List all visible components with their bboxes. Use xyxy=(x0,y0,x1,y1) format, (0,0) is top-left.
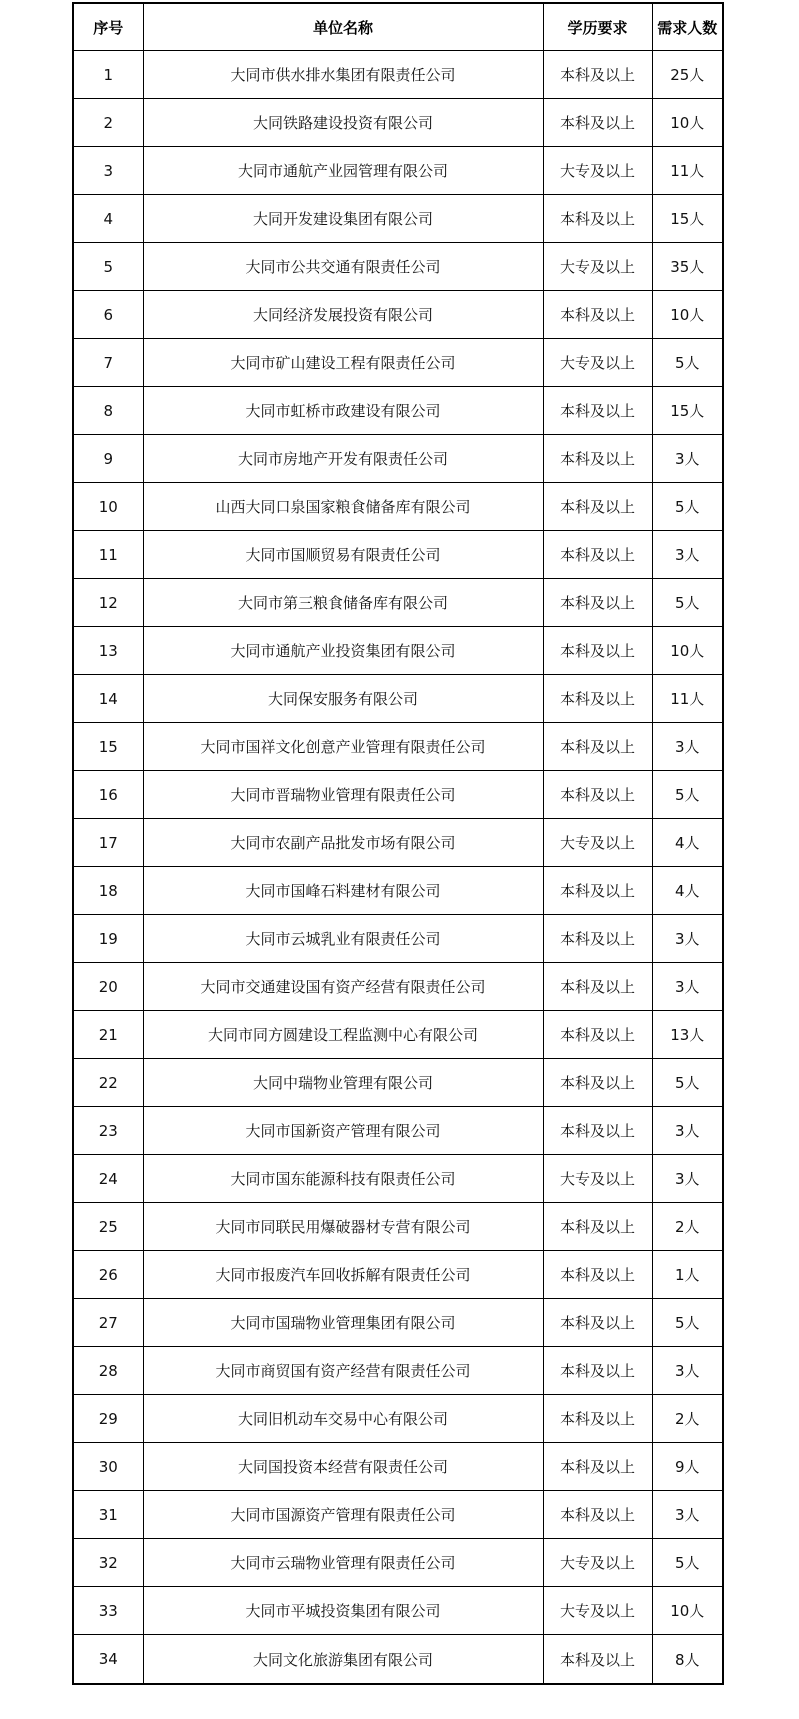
cell-unit-name: 大同开发建设集团有限公司 xyxy=(143,195,543,243)
table-row xyxy=(73,1347,723,1395)
cell-count: 15人 xyxy=(652,387,723,435)
cell-count: 3人 xyxy=(652,531,723,579)
cell-count: 5人 xyxy=(652,483,723,531)
cell-index: 6 xyxy=(73,291,143,339)
header-education: 学历要求 xyxy=(543,3,652,51)
table-row xyxy=(73,387,723,435)
cell-education: 本科及以上 xyxy=(543,1011,652,1059)
cell-index: 3 xyxy=(73,147,143,195)
cell-index: 5 xyxy=(73,243,143,291)
cell-education: 本科及以上 xyxy=(543,387,652,435)
cell-unit-name: 大同市云瑞物业管理有限责任公司 xyxy=(143,1539,543,1587)
cell-education: 本科及以上 xyxy=(543,99,652,147)
cell-unit-name: 大同市国瑞物业管理集团有限公司 xyxy=(143,1299,543,1347)
cell-count: 11人 xyxy=(652,675,723,723)
cell-index: 14 xyxy=(73,675,143,723)
table-row xyxy=(73,1491,723,1539)
cell-count: 35人 xyxy=(652,243,723,291)
cell-index: 24 xyxy=(73,1155,143,1203)
cell-index: 8 xyxy=(73,387,143,435)
cell-count: 4人 xyxy=(652,819,723,867)
table-row xyxy=(73,99,723,147)
cell-education: 大专及以上 xyxy=(543,243,652,291)
cell-education: 大专及以上 xyxy=(543,1587,652,1635)
cell-index: 28 xyxy=(73,1347,143,1395)
recruitment-table xyxy=(72,2,724,1685)
cell-index: 29 xyxy=(73,1395,143,1443)
cell-index: 17 xyxy=(73,819,143,867)
cell-unit-name: 大同市同方圆建设工程监测中心有限公司 xyxy=(143,1011,543,1059)
cell-index: 12 xyxy=(73,579,143,627)
cell-count: 2人 xyxy=(652,1203,723,1251)
cell-index: 7 xyxy=(73,339,143,387)
table-row xyxy=(73,1443,723,1491)
table-row xyxy=(73,1587,723,1635)
cell-education: 本科及以上 xyxy=(543,51,652,99)
cell-index: 2 xyxy=(73,99,143,147)
cell-unit-name: 大同经济发展投资有限公司 xyxy=(143,291,543,339)
cell-unit-name: 大同市云城乳业有限责任公司 xyxy=(143,915,543,963)
cell-count: 3人 xyxy=(652,915,723,963)
cell-count: 4人 xyxy=(652,867,723,915)
cell-index: 33 xyxy=(73,1587,143,1635)
cell-index: 4 xyxy=(73,195,143,243)
cell-education: 大专及以上 xyxy=(543,147,652,195)
table-row xyxy=(73,723,723,771)
cell-index: 20 xyxy=(73,963,143,1011)
cell-unit-name: 大同市国东能源科技有限责任公司 xyxy=(143,1155,543,1203)
cell-unit-name: 大同市国峰石料建材有限公司 xyxy=(143,867,543,915)
cell-unit-name: 大同市通航产业投资集团有限公司 xyxy=(143,627,543,675)
table-row xyxy=(73,1059,723,1107)
table-row xyxy=(73,1635,723,1685)
cell-unit-name: 大同市公共交通有限责任公司 xyxy=(143,243,543,291)
cell-education: 本科及以上 xyxy=(543,675,652,723)
table-row xyxy=(73,579,723,627)
cell-education: 本科及以上 xyxy=(543,195,652,243)
cell-index: 9 xyxy=(73,435,143,483)
cell-count: 3人 xyxy=(652,723,723,771)
cell-count: 10人 xyxy=(652,1587,723,1635)
table-row xyxy=(73,771,723,819)
header-row xyxy=(73,3,723,51)
cell-unit-name: 山西大同口泉国家粮食储备库有限公司 xyxy=(143,483,543,531)
cell-education: 本科及以上 xyxy=(543,531,652,579)
cell-education: 本科及以上 xyxy=(543,1635,652,1685)
cell-unit-name: 大同市晋瑞物业管理有限责任公司 xyxy=(143,771,543,819)
cell-education: 本科及以上 xyxy=(543,1059,652,1107)
cell-unit-name: 大同市虹桥市政建设有限公司 xyxy=(143,387,543,435)
cell-index: 13 xyxy=(73,627,143,675)
cell-index: 26 xyxy=(73,1251,143,1299)
cell-unit-name: 大同中瑞物业管理有限公司 xyxy=(143,1059,543,1107)
cell-education: 本科及以上 xyxy=(543,1299,652,1347)
cell-index: 31 xyxy=(73,1491,143,1539)
cell-education: 本科及以上 xyxy=(543,483,652,531)
cell-count: 2人 xyxy=(652,1395,723,1443)
cell-education: 本科及以上 xyxy=(543,579,652,627)
cell-education: 本科及以上 xyxy=(543,1395,652,1443)
cell-count: 10人 xyxy=(652,627,723,675)
cell-index: 22 xyxy=(73,1059,143,1107)
cell-index: 30 xyxy=(73,1443,143,1491)
cell-index: 16 xyxy=(73,771,143,819)
cell-education: 本科及以上 xyxy=(543,1443,652,1491)
cell-education: 本科及以上 xyxy=(543,1491,652,1539)
table-row xyxy=(73,195,723,243)
cell-index: 18 xyxy=(73,867,143,915)
cell-education: 本科及以上 xyxy=(543,627,652,675)
table-row xyxy=(73,867,723,915)
cell-count: 5人 xyxy=(652,579,723,627)
table-row xyxy=(73,1155,723,1203)
table-row xyxy=(73,1011,723,1059)
cell-education: 本科及以上 xyxy=(543,1251,652,1299)
table-row xyxy=(73,51,723,99)
table-row xyxy=(73,1395,723,1443)
table-row xyxy=(73,915,723,963)
table-row xyxy=(73,147,723,195)
cell-index: 23 xyxy=(73,1107,143,1155)
cell-count: 8人 xyxy=(652,1635,723,1685)
cell-education: 本科及以上 xyxy=(543,1203,652,1251)
cell-education: 本科及以上 xyxy=(543,915,652,963)
cell-unit-name: 大同市房地产开发有限责任公司 xyxy=(143,435,543,483)
cell-unit-name: 大同市交通建设国有资产经营有限责任公司 xyxy=(143,963,543,1011)
cell-education: 本科及以上 xyxy=(543,435,652,483)
cell-education: 本科及以上 xyxy=(543,963,652,1011)
cell-unit-name: 大同市平城投资集团有限公司 xyxy=(143,1587,543,1635)
cell-unit-name: 大同市国新资产管理有限公司 xyxy=(143,1107,543,1155)
cell-education: 大专及以上 xyxy=(543,339,652,387)
cell-unit-name: 大同市国祥文化创意产业管理有限责任公司 xyxy=(143,723,543,771)
cell-unit-name: 大同市通航产业园管理有限公司 xyxy=(143,147,543,195)
cell-count: 3人 xyxy=(652,1347,723,1395)
table-row xyxy=(73,339,723,387)
table-row xyxy=(73,1251,723,1299)
cell-count: 5人 xyxy=(652,1539,723,1587)
cell-count: 3人 xyxy=(652,1155,723,1203)
cell-unit-name: 大同保安服务有限公司 xyxy=(143,675,543,723)
cell-unit-name: 大同市第三粮食储备库有限公司 xyxy=(143,579,543,627)
cell-count: 1人 xyxy=(652,1251,723,1299)
cell-count: 5人 xyxy=(652,771,723,819)
cell-count: 3人 xyxy=(652,1107,723,1155)
table-row xyxy=(73,1539,723,1587)
cell-index: 32 xyxy=(73,1539,143,1587)
cell-unit-name: 大同市供水排水集团有限责任公司 xyxy=(143,51,543,99)
cell-count: 13人 xyxy=(652,1011,723,1059)
cell-count: 25人 xyxy=(652,51,723,99)
cell-education: 大专及以上 xyxy=(543,1155,652,1203)
cell-index: 10 xyxy=(73,483,143,531)
header-count: 需求人数 xyxy=(652,3,723,51)
cell-count: 3人 xyxy=(652,435,723,483)
cell-index: 25 xyxy=(73,1203,143,1251)
cell-unit-name: 大同市同联民用爆破器材专营有限公司 xyxy=(143,1203,543,1251)
cell-count: 9人 xyxy=(652,1443,723,1491)
table-row xyxy=(73,1299,723,1347)
cell-index: 19 xyxy=(73,915,143,963)
cell-education: 大专及以上 xyxy=(543,819,652,867)
cell-index: 15 xyxy=(73,723,143,771)
cell-education: 本科及以上 xyxy=(543,723,652,771)
cell-index: 27 xyxy=(73,1299,143,1347)
header-unit-name: 单位名称 xyxy=(143,3,543,51)
cell-count: 5人 xyxy=(652,339,723,387)
cell-count: 3人 xyxy=(652,1491,723,1539)
cell-index: 21 xyxy=(73,1011,143,1059)
cell-unit-name: 大同国投资本经营有限责任公司 xyxy=(143,1443,543,1491)
cell-unit-name: 大同市商贸国有资产经营有限责任公司 xyxy=(143,1347,543,1395)
cell-count: 3人 xyxy=(652,963,723,1011)
cell-count: 5人 xyxy=(652,1059,723,1107)
cell-index: 11 xyxy=(73,531,143,579)
cell-count: 10人 xyxy=(652,99,723,147)
cell-unit-name: 大同铁路建设投资有限公司 xyxy=(143,99,543,147)
cell-unit-name: 大同市国源资产管理有限责任公司 xyxy=(143,1491,543,1539)
cell-unit-name: 大同市报废汽车回收拆解有限责任公司 xyxy=(143,1251,543,1299)
cell-education: 本科及以上 xyxy=(543,771,652,819)
table-row xyxy=(73,627,723,675)
cell-education: 本科及以上 xyxy=(543,1107,652,1155)
table-body xyxy=(73,51,723,1685)
table-row xyxy=(73,963,723,1011)
cell-count: 10人 xyxy=(652,291,723,339)
table-row xyxy=(73,531,723,579)
table-row xyxy=(73,675,723,723)
cell-count: 5人 xyxy=(652,1299,723,1347)
table-row xyxy=(73,819,723,867)
cell-unit-name: 大同市国顺贸易有限责任公司 xyxy=(143,531,543,579)
table-row xyxy=(73,435,723,483)
cell-unit-name: 大同市矿山建设工程有限责任公司 xyxy=(143,339,543,387)
table-row xyxy=(73,243,723,291)
cell-index: 34 xyxy=(73,1635,143,1685)
cell-unit-name: 大同文化旅游集团有限公司 xyxy=(143,1635,543,1685)
cell-count: 15人 xyxy=(652,195,723,243)
cell-education: 大专及以上 xyxy=(543,1539,652,1587)
cell-count: 11人 xyxy=(652,147,723,195)
cell-education: 本科及以上 xyxy=(543,867,652,915)
cell-index: 1 xyxy=(73,51,143,99)
header-index: 序号 xyxy=(73,3,143,51)
cell-unit-name: 大同旧机动车交易中心有限公司 xyxy=(143,1395,543,1443)
cell-education: 本科及以上 xyxy=(543,1347,652,1395)
cell-unit-name: 大同市农副产品批发市场有限公司 xyxy=(143,819,543,867)
table-row xyxy=(73,1203,723,1251)
table-row xyxy=(73,291,723,339)
table-row xyxy=(73,483,723,531)
cell-education: 本科及以上 xyxy=(543,291,652,339)
table-row xyxy=(73,1107,723,1155)
